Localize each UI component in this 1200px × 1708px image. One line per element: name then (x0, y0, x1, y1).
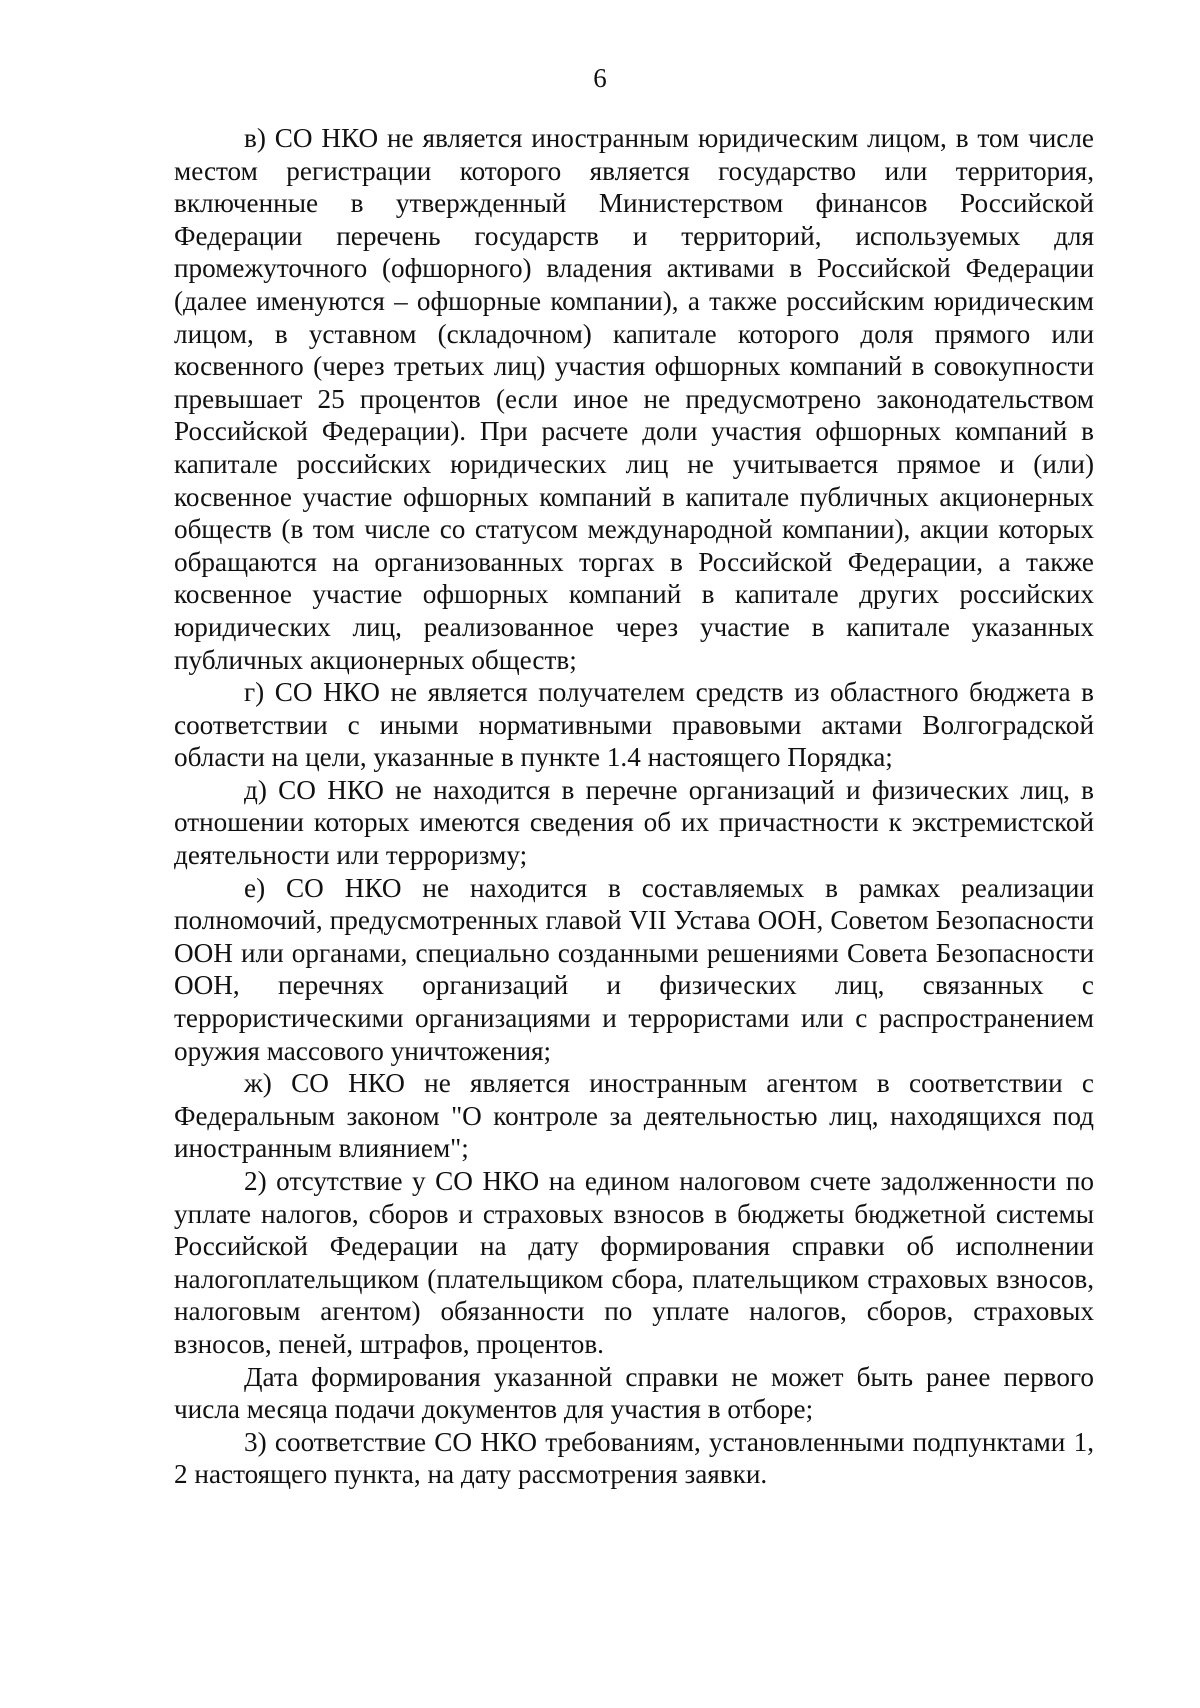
document-body (174, 122, 1094, 1491)
paragraph-2: 2) отсутствие у СО НКО на едином налоговом счете задолженности по уплате налогов, сборов и страховых взносов в бюджеты бюджетной системы Российской Федерации на дату формирования справки об исполнении налогоплательщиком (плательщиком сбора, плательщиком страховых взносов, налоговым агентом) обязанности по уплате налогов, сборов, страховых взносов, пеней, штрафов, процентов. (174, 1166, 1094, 1359)
paragraph-d: д) СО НКО не находится в перечне организаций и физических лиц, в отношении которых имеются сведения об их причастности к экстремистской деятельности или терроризму; (174, 774, 1094, 871)
paragraph-3: 3) соответствие СО НКО требованиям, установленными подпунктами 1, 2 настоящего пункта, на дату рассмотрения заявки. (174, 1426, 1094, 1490)
page-number: 6 (593, 63, 607, 93)
paragraph-g: г) СО НКО не является получателем средств из областного бюджета в соответствии с иными нормативными правовыми актами Волгоградской области на цели, указанные в пункте 1.4 настоящего Порядка; (174, 677, 1094, 773)
paragraph-v: в) СО НКО не является иностранным юридическим лицом, в том числе местом регистрации которого является государство или территория, включенные в утвержденный Министерством финансов Российской Федерации перечень государств и территорий, используемых для промежуточного (офшорного) владения активами в Российской Федерации (далее именуются – офшорные компании), а также российским юридическим лицом, в уставном (складочном) капитале которого доля прямого или косвенного (через третьих лиц) участия офшорных компаний в совокупности превышает 25 процентов (если иное не предусмотрено законодательством Российской Федерации). При расчете доли участия офшорных компаний в капитале российских юридических лиц не учитывается прямое и (или) косвенное участие офшорных компаний в капитале публичных акционерных обществ (в том числе со статусом международной компании), акции которых обращаются на организованных торгах в Российской Федерации, а также косвенное участие офшорных компаний в капитале других российских юридических лиц, реализованное через участие в капитале указанных публичных акционерных обществ; (174, 123, 1094, 675)
paragraph-zh: ж) СО НКО не является иностранным агентом в соответствии с Федеральным законом "О контроле за деятельностью лиц, находящихся под иностранным влиянием"; (174, 1068, 1094, 1164)
paragraph-e: е) СО НКО не находится в составляемых в рамках реализации полномочий, предусмотренных главой VII Устава ООН, Советом Безопасности ООН или органами, специально созданными решениями Совета Безопасности ООН, перечнях организаций и физических лиц, связанных с террористическими организациями и террористами или с распространением оружия массового уничтожения; (174, 872, 1094, 1066)
paragraph-date-note: Дата формирования указанной справки не может быть ранее первого числа месяца подачи документов для участия в отборе; (174, 1361, 1094, 1425)
